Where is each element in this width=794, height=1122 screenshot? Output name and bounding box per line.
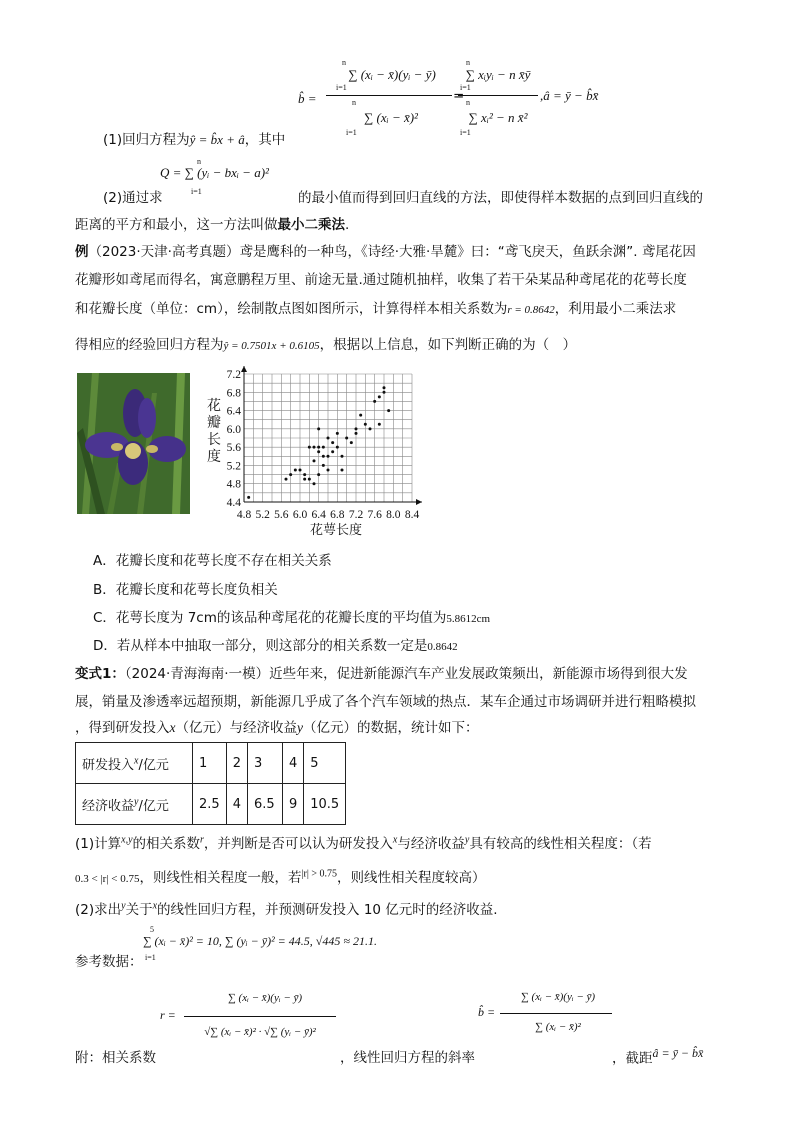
sum-bottom: i=1	[145, 953, 156, 962]
row-label: 经济收益	[82, 798, 135, 814]
q2-y: y	[121, 900, 126, 912]
variant-line-2	[75, 690, 696, 710]
sum-top: n	[466, 98, 470, 107]
variant-text-2: 展，销量及渗透率远超预期，新能源几乎成了各个汽车领域的热点．某车企通过市场调研并进行粗略模拟	[75, 694, 696, 710]
example-text-4b: ，根据以上信息，如下判断正确的为（ ）	[319, 337, 577, 353]
data-point	[327, 437, 330, 440]
ls-line-2	[75, 213, 349, 233]
ls-formula	[160, 157, 269, 196]
table-cell: 2	[226, 743, 247, 784]
slope-formula	[478, 985, 618, 1049]
y-tick-label: 6.4	[226, 405, 241, 418]
r-den: √∑ (xᵢ − x̄)² · √∑ (yᵢ − ȳ)²	[204, 1026, 316, 1038]
q1-r: r	[200, 834, 204, 846]
frac-bar-2	[458, 95, 538, 96]
sum-bottom: i=1	[460, 83, 471, 92]
r-frac-bar	[184, 1016, 336, 1017]
reg-eq-label	[103, 128, 285, 148]
example-text-3a: 和花瓣长度（单位：cm），绘制散点图如图所示，计算得样本相关系数为	[75, 301, 508, 317]
data-point	[294, 469, 297, 472]
slope-frac-bar	[500, 1013, 612, 1014]
x-tick-label: 7.6	[367, 509, 382, 521]
reg-formula: ŷ = b̂x + â	[189, 132, 245, 147]
intercept-eq: â = ȳ − b̂x̄	[652, 1046, 704, 1060]
data-point	[327, 469, 330, 472]
data-point	[387, 409, 390, 412]
x-tick-label: 5.6	[274, 509, 289, 521]
intercept-label: ，截距	[612, 1050, 653, 1067]
option-c[interactable]	[93, 606, 490, 626]
variant-text-1: （2024·青海海南·一模）近些年来，促进新能源汽车产业发展政策频出，新能源市场得到很大发	[124, 666, 688, 682]
variant-line-1	[75, 662, 688, 682]
example-label: 例	[75, 244, 89, 260]
example-line-2	[75, 268, 687, 288]
example-text-2: 花瓣形如鸢尾而得名，寓意鹏程万里、前途无量.通过随机抽样，收集了若干朵某品种鸢尾花的花萼长度	[75, 272, 687, 288]
data-point	[303, 473, 306, 476]
b-num2: ∑ xᵢyᵢ − n x̄ȳ	[465, 67, 531, 82]
option-c-text: C．花萼长度为 7cm的该品种鸢尾花的花瓣长度的平均值为	[93, 610, 447, 626]
ls-text-2c: .	[345, 217, 350, 233]
table-row	[76, 784, 346, 825]
table-cell: 3	[247, 743, 282, 784]
r-eq: r =	[160, 1008, 176, 1022]
ref-label: 参考数据：	[75, 954, 143, 970]
example-line-4	[75, 333, 576, 353]
x-tick-label: 6.4	[311, 509, 326, 521]
data-point	[383, 386, 386, 389]
example-reg-eq: ŷ = 0.7501x + 0.6105	[223, 340, 320, 352]
data-point	[317, 473, 320, 476]
data-table	[75, 742, 346, 825]
y-tick-label: 4.8	[226, 478, 241, 491]
ref-formula-text: ∑ (xᵢ − x̄)² = 10, ∑ (yᵢ − ȳ)² = 44.5, √445 ≈ 21.1.	[143, 934, 377, 948]
y-tick-label: 5.2	[226, 460, 241, 473]
var-y: y	[297, 720, 303, 735]
scatter-chart	[222, 362, 432, 540]
variant-text-3b: （亿元）与经济收益	[175, 720, 297, 736]
q2-text-a: (2)求出	[75, 902, 122, 918]
q1-text-b: 的相关系数	[132, 836, 201, 852]
row-var: x	[134, 755, 139, 767]
data-point	[247, 496, 250, 499]
data-point	[285, 478, 288, 481]
sum-bottom: i=1	[346, 128, 357, 137]
b-den1: ∑ (xᵢ − x̄)²	[364, 110, 418, 125]
note-label	[75, 1046, 156, 1066]
example-line-3	[75, 297, 676, 317]
x-tick-label: 5.2	[255, 509, 270, 521]
data-point	[299, 469, 302, 472]
table-cell: 4	[226, 784, 247, 825]
row-header	[76, 784, 193, 825]
data-point	[322, 446, 325, 449]
r-num: ∑ (xᵢ − x̄)(yᵢ − ȳ)	[227, 992, 303, 1004]
q1-xy: x,y	[121, 834, 133, 846]
slope-eq: b̂ =	[478, 1005, 496, 1019]
x-tick-label: 4.8	[236, 509, 252, 521]
data-point	[378, 423, 381, 426]
option-a[interactable]: A．花瓣长度和花萼长度不存在相关关系	[93, 553, 332, 569]
y-tick-label: 6.0	[226, 423, 241, 436]
r-formula	[160, 980, 340, 1060]
x-axis-arrow	[416, 499, 422, 505]
q1-line-1	[75, 832, 652, 852]
data-point	[317, 450, 320, 453]
sum-top: n	[342, 58, 346, 67]
row-header	[76, 743, 193, 784]
data-point	[359, 414, 362, 417]
table-cell: 1	[193, 743, 227, 784]
sum-bottom: i=1	[191, 187, 202, 196]
note-label-text: 附：相关系数	[75, 1050, 156, 1066]
x-tick-label: 7.2	[348, 509, 364, 521]
data-point	[313, 459, 316, 462]
ls-line-1b	[298, 186, 703, 206]
data-point	[355, 432, 358, 435]
y-axis-arrow	[241, 366, 247, 372]
example-text-4a: 得相应的经验回归方程为	[75, 337, 224, 353]
data-point	[378, 395, 381, 398]
sum-top: n	[466, 58, 470, 67]
q1-text-e: 具有较高的线性相关程度：（若	[469, 836, 652, 852]
table-cell: 10.5	[304, 784, 346, 825]
q1-cond-2: |r| > 0.75	[301, 868, 337, 880]
ls-term: 最小二乘法	[277, 217, 345, 233]
variant-text-3a: ，得到研发投入	[75, 720, 170, 736]
y-tick-label: 6.8	[226, 387, 241, 400]
data-point	[327, 455, 330, 458]
b-den2: ∑ xᵢ² − n x̄²	[468, 110, 528, 125]
ls-line-1	[103, 186, 163, 206]
iris-photo	[77, 373, 190, 514]
ls-text-2a: 距离的平方和最小，这一方法叫做	[75, 217, 278, 233]
example-r-value: r = 0.8642	[507, 304, 555, 316]
q1-text-i: ，则线性相关程度较高）	[336, 870, 486, 886]
variant-line-3	[75, 716, 479, 736]
y-tick-label: 5.6	[226, 442, 241, 455]
row-label: 研发投入	[82, 757, 135, 773]
q1-text-d: 与经济收益	[397, 836, 465, 852]
table-cell: 9	[282, 784, 303, 825]
data-point	[373, 400, 376, 403]
q1-text-c: ，并判断是否可以认为研发投入	[203, 836, 393, 852]
reg-label-text: (1)回归方程为	[103, 132, 190, 148]
ls-prefix: (2)通过求	[103, 190, 163, 206]
data-point	[341, 469, 344, 472]
data-point	[364, 423, 367, 426]
table-cell: 4	[282, 743, 303, 784]
data-point	[345, 437, 348, 440]
slope-num: ∑ (xᵢ − x̄)(yᵢ − ȳ)	[520, 991, 596, 1003]
b-num1: ∑ (xᵢ − x̄)(yᵢ − ȳ)	[348, 67, 436, 82]
var-x: x	[169, 720, 176, 735]
q1-x: x	[392, 834, 398, 846]
intercept-line	[612, 1046, 703, 1067]
data-point	[331, 441, 334, 444]
row-var: y	[134, 796, 139, 808]
sum-top: 5	[150, 925, 154, 934]
option-b[interactable]: B．花瓣长度和花萼长度负相关	[93, 582, 278, 598]
option-d[interactable]	[93, 634, 458, 654]
table-cell: 6.5	[247, 784, 282, 825]
q1-cond-1: 0.3 < |r| < 0.75	[75, 873, 140, 885]
ylabel: 花瓣长度	[207, 398, 221, 465]
b-hat-formula	[298, 58, 628, 148]
q1-text-g: ，则线性相关程度一般，若	[139, 870, 302, 886]
ls-text-1: 的最小值而得到回归直线的方法，即使得样本数据的点到回归直线的	[298, 190, 703, 206]
variant-label: 变式1：	[75, 666, 125, 682]
data-point	[322, 455, 325, 458]
table-row	[76, 743, 346, 784]
b-hat-symbol: b̂ =	[298, 91, 317, 106]
slope-label: ，线性回归方程的斜率	[340, 1050, 475, 1066]
data-point	[355, 427, 358, 430]
sum-bottom: i=1	[336, 83, 347, 92]
q1-y: y	[464, 834, 470, 846]
y-tick-label: 7.2	[226, 369, 241, 381]
equals-sign: =	[453, 88, 465, 104]
q2-text-b: 关于	[125, 902, 153, 918]
row-unit: /亿元	[138, 757, 169, 773]
sum-top: n	[197, 157, 201, 166]
table-cell: 5	[304, 743, 346, 784]
x-tick-label: 8.4	[404, 509, 420, 521]
x-tick-label: 6.0	[292, 509, 308, 521]
q1-text-a: (1)计算	[75, 836, 122, 852]
data-point	[341, 455, 344, 458]
x-axis-label: 花萼长度	[309, 523, 363, 538]
data-point	[317, 446, 320, 449]
data-point	[369, 427, 372, 430]
data-point	[313, 482, 316, 485]
option-d-text: D．若从样本中抽取一部分，则这部分的相关系数一定是	[93, 638, 428, 654]
sum-bottom: i=1	[460, 128, 471, 137]
data-point	[331, 450, 334, 453]
table-cell: 2.5	[193, 784, 227, 825]
example-text-3b: ，利用最小二乘法求	[554, 301, 677, 317]
x-tick-label: 8.0	[386, 509, 401, 521]
data-point	[308, 446, 311, 449]
variant-text-3c: （亿元）的数据，统计如下：	[303, 720, 479, 736]
a-hat-formula: ,â = ȳ − b̂x̄	[540, 88, 599, 103]
option-d-value: 0.8642	[427, 641, 458, 653]
frac-bar-1	[326, 95, 452, 96]
data-point	[383, 391, 386, 394]
reg-tail-text: ，其中	[244, 132, 286, 148]
example-text-1: （2023·天津·高考真题）鸢是鹰科的一种鸟，《诗经·大雅·旱麓》曰：“鸢飞戾天，鱼跃余渊”. 鸢尾花因	[88, 244, 696, 260]
data-point	[336, 446, 339, 449]
y-tick-label: 4.4	[226, 497, 241, 509]
ref-formula	[143, 925, 463, 965]
data-point	[313, 446, 316, 449]
data-point	[317, 427, 320, 430]
x-tick-label: 6.8	[330, 509, 345, 521]
example-line-1	[75, 240, 696, 260]
option-c-value: 5.8612cm	[446, 613, 491, 625]
data-point	[289, 473, 292, 476]
row-unit: /亿元	[138, 798, 169, 814]
q1-line-2	[75, 866, 485, 886]
data-point	[350, 441, 353, 444]
q2-x: x	[152, 900, 158, 912]
data-point	[322, 464, 325, 467]
ls-q-formula: Q = ∑ (yᵢ − bxᵢ − a)²	[160, 165, 269, 180]
q2-line	[75, 898, 498, 918]
sum-top: n	[352, 98, 356, 107]
data-point	[303, 478, 306, 481]
data-point	[336, 432, 339, 435]
q2-text-c: 的线性回归方程，并预测研发投入 10 亿元时的经济收益.	[157, 902, 498, 918]
data-point	[308, 478, 311, 481]
slope-den: ∑ (xᵢ − x̄)²	[535, 1021, 581, 1033]
